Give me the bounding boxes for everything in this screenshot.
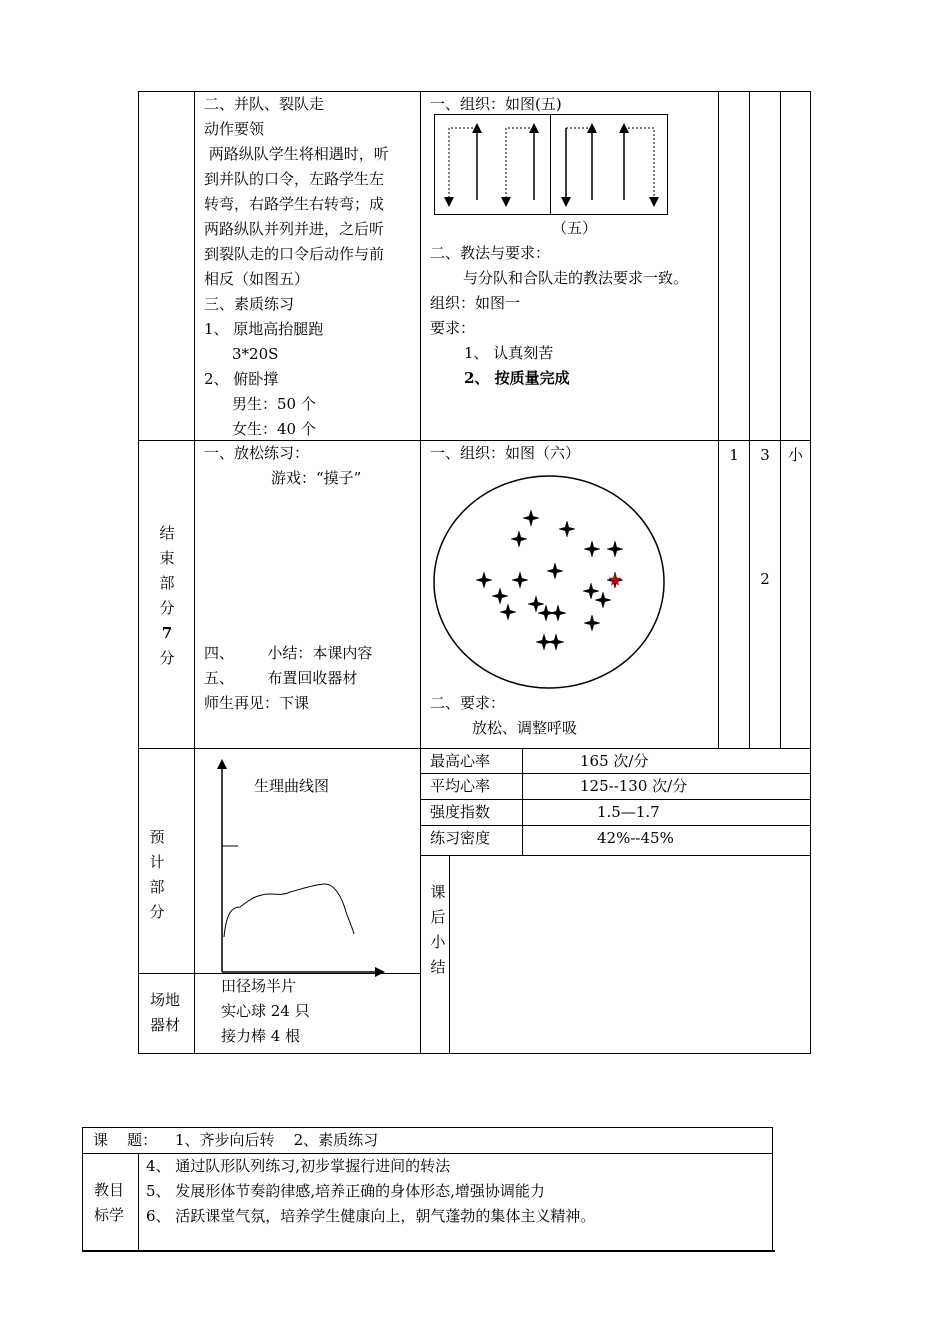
venue-item: 实心球 24 只 <box>221 1002 310 1020</box>
section-char: 部 <box>159 574 175 592</box>
section-char: 7 <box>161 624 173 642</box>
goal-label: 标学 <box>94 1206 125 1224</box>
content-line: 三、素质练习 <box>204 295 295 313</box>
venue-label: 器材 <box>150 1016 181 1034</box>
stat-value: 125--130 次/分 <box>580 777 688 795</box>
student-star-icon <box>492 588 508 604</box>
content-line: 1、 原地高抬腿跑 <box>204 320 324 338</box>
student-star-icon <box>476 572 492 588</box>
student-star-icon <box>548 634 564 650</box>
requirement-label: 要求： <box>430 319 476 337</box>
col-c-value: 小 <box>787 446 803 464</box>
method-title: 二、教法与要求： <box>430 244 551 262</box>
section-char: 部 <box>149 878 165 896</box>
venue-item: 接力棒 4 根 <box>221 1027 301 1045</box>
student-star-icon <box>512 572 528 588</box>
col-b-value: 2 <box>760 570 770 588</box>
student-star-icon <box>584 541 600 557</box>
content-line: 到裂队走的口令后动作与前 <box>204 245 385 263</box>
content-line: 游戏：“摸子” <box>271 469 362 487</box>
requirement-text: 放松、调整呼吸 <box>472 719 578 737</box>
student-star-icon <box>584 615 600 631</box>
content-line: 五、 布置回收器材 <box>204 669 358 687</box>
formation-diagram-6 <box>432 474 668 692</box>
summary-char: 小 <box>430 933 446 951</box>
requirement-title: 二、要求： <box>430 694 506 712</box>
goal-item: 4、 通过队形队列练习,初步掌握行进间的转法 <box>146 1157 451 1175</box>
stat-value: 1.5—1.7 <box>597 803 660 821</box>
topic-label: 课 题： <box>93 1131 158 1149</box>
student-star-icon <box>528 596 544 612</box>
student-star-icon <box>550 605 566 621</box>
section-char: 预 <box>149 828 165 846</box>
requirement-item: 2、 按质量完成 <box>464 369 570 387</box>
section-char: 计 <box>149 853 165 871</box>
stat-label: 强度指数 <box>430 803 491 821</box>
chart-title: 生理曲线图 <box>254 777 330 795</box>
section-char: 结 <box>159 524 175 542</box>
figure-caption: （五） <box>552 219 598 237</box>
content-line: 2、 俯卧撑 <box>204 370 279 388</box>
stat-label: 练习密度 <box>430 829 491 847</box>
content-line: 两路纵队并列并进，之后听 <box>204 220 385 238</box>
method-text: 与分队和合队走的教法要求一致。 <box>463 269 689 287</box>
summary-char: 后 <box>430 908 446 926</box>
goal-item: 5、 发展形体节奏韵律感,培养正确的身体形态,增强协调能力 <box>146 1182 545 1200</box>
section-char: 分 <box>149 903 165 921</box>
content-line: 动作要领 <box>204 120 265 138</box>
org-text: 组织：如图一 <box>430 294 521 312</box>
content-line: 师生再见：下课 <box>204 694 310 712</box>
content-line: 3*20S <box>232 345 279 363</box>
content-line: 男生：50 个 <box>232 395 316 413</box>
stat-label: 最高心率 <box>430 752 491 770</box>
content-line: 二、并队、裂队走 <box>204 95 325 113</box>
content-line: 两路纵队学生将相遇时，听 <box>204 145 389 163</box>
student-star-icon <box>583 583 599 599</box>
content-line: 女生：40 个 <box>232 420 316 438</box>
section-char: 分 <box>159 599 175 617</box>
content-line: 到并队的口令，左路学生左 <box>204 170 385 188</box>
stat-value: 165 次/分 <box>580 752 649 770</box>
section-char: 束 <box>159 549 175 567</box>
content-line: 转弯，右路学生右转弯；成 <box>204 195 385 213</box>
formation-diagram-5 <box>434 114 668 216</box>
goal-item: 6、 活跃课堂气氛，培养学生健康向上，朝气蓬勃的集体主义精神。 <box>146 1207 596 1225</box>
summary-char: 结 <box>430 958 446 976</box>
topic-text: 1、齐步向后转 2、素质练习 <box>175 1131 379 1149</box>
stat-value: 42%--45% <box>597 829 674 847</box>
student-star-icon <box>500 604 516 620</box>
org-title: 一、组织：如图(五) <box>430 95 562 113</box>
content-line: 一、放松练习： <box>204 444 310 462</box>
org-title: 一、组织：如图（六） <box>430 444 581 462</box>
venue-label: 场地 <box>150 991 181 1009</box>
student-star-icon <box>559 521 575 537</box>
summary-char: 课 <box>430 883 446 901</box>
content-line: 相反（如图五） <box>204 270 310 288</box>
col-b-value: 3 <box>760 446 770 464</box>
content-line: 四、 小结：本课内容 <box>204 644 373 662</box>
student-star-icon <box>547 563 563 579</box>
section-char: 分 <box>159 649 175 667</box>
requirement-item: 1、 认真刻苦 <box>464 344 554 362</box>
student-star-icon <box>511 531 527 547</box>
venue-item: 田径场半片 <box>221 977 297 995</box>
student-star-icon <box>523 510 539 526</box>
student-star-icon <box>607 541 623 557</box>
col-a-value: 1 <box>729 446 739 464</box>
stat-label: 平均心率 <box>430 777 491 795</box>
student-star-icon <box>595 592 611 608</box>
goal-label: 教目 <box>94 1181 125 1199</box>
